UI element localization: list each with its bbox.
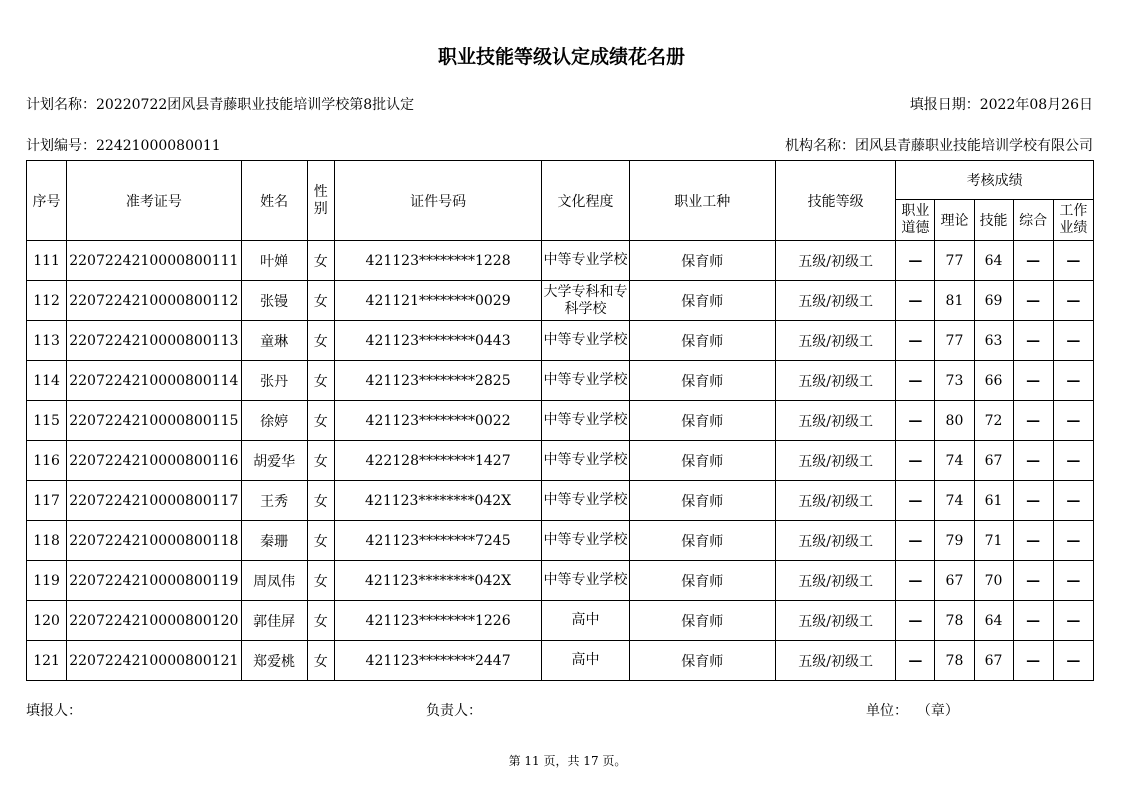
cell-ethics: —	[896, 601, 935, 641]
header-gender-text: 性别	[313, 183, 328, 217]
cell-ticket: 2207224210000800114	[67, 361, 241, 401]
cell-id: 421123********2447	[334, 641, 542, 681]
cell-level: 五级/初级工	[776, 601, 896, 641]
cell-comprehensive: —	[1013, 521, 1053, 561]
cell-performance: —	[1053, 441, 1093, 481]
cell-skill: 66	[974, 361, 1013, 401]
cell-edu-text: 中等专业学校	[543, 532, 628, 548]
table-row	[27, 521, 1094, 561]
cell-comprehensive: —	[1013, 481, 1053, 521]
report-date-line	[910, 94, 1093, 114]
cell-edu-text: 高中	[571, 652, 600, 668]
cell-ticket: 2207224210000800113	[67, 321, 241, 361]
cell-performance: —	[1053, 641, 1093, 681]
page-number: 第 11 页，共 17 页。	[508, 754, 627, 768]
plan-no-line	[26, 135, 221, 155]
cell-seq: 111	[27, 241, 67, 281]
plan-name-label: 计划名称：	[26, 97, 96, 113]
table-row	[27, 321, 1094, 361]
cell-seq: 121	[27, 641, 67, 681]
header-theory: 理论	[935, 200, 974, 241]
table-row	[27, 561, 1094, 601]
cell-ethics: —	[896, 241, 935, 281]
cell-comprehensive: —	[1013, 601, 1053, 641]
cell-job: 保育师	[629, 521, 775, 561]
cell-name: 郭佳屏	[241, 601, 307, 641]
table-row	[27, 241, 1094, 281]
cell-job: 保育师	[629, 401, 775, 441]
cell-skill: 72	[974, 401, 1013, 441]
cell-theory: 81	[935, 281, 974, 321]
header-gender	[307, 161, 334, 241]
table-row	[27, 441, 1094, 481]
header-performance	[1053, 200, 1093, 241]
cell-comprehensive: —	[1013, 281, 1053, 321]
cell-edu	[542, 641, 629, 681]
score-table	[26, 160, 1094, 681]
cell-name: 秦珊	[241, 521, 307, 561]
header-ethics	[896, 200, 935, 241]
cell-seq: 117	[27, 481, 67, 521]
header-skill: 技能	[974, 200, 1013, 241]
plan-name-value: 20220722团风县青藤职业技能培训学校第8批认定	[96, 97, 415, 113]
cell-ticket: 2207224210000800119	[67, 561, 241, 601]
cell-name: 张丹	[241, 361, 307, 401]
cell-name: 王秀	[241, 481, 307, 521]
footer-unit-seal: 单位： （章）	[866, 703, 959, 719]
cell-skill: 61	[974, 481, 1013, 521]
header-seq: 序号	[27, 161, 67, 241]
cell-edu-text: 中等专业学校	[543, 372, 628, 388]
plan-name-line	[26, 94, 414, 114]
cell-skill: 67	[974, 441, 1013, 481]
cell-performance: —	[1053, 481, 1093, 521]
cell-level: 五级/初级工	[776, 321, 896, 361]
cell-edu-text: 中等专业学校	[543, 252, 628, 268]
header-name: 姓名	[241, 161, 307, 241]
cell-name: 叶婵	[241, 241, 307, 281]
org-line	[785, 135, 1093, 155]
cell-ticket: 2207224210000800112	[67, 281, 241, 321]
cell-edu-text: 中等专业学校	[543, 452, 628, 468]
cell-ticket: 2207224210000800116	[67, 441, 241, 481]
cell-edu-text: 中等专业学校	[543, 332, 628, 348]
org-value: 团风县青藤职业技能培训学校有限公司	[855, 138, 1093, 154]
report-date-value: 2022年08月26日	[979, 97, 1093, 113]
cell-level: 五级/初级工	[776, 441, 896, 481]
cell-performance: —	[1053, 361, 1093, 401]
cell-ethics: —	[896, 521, 935, 561]
cell-id: 421123********042X	[334, 481, 542, 521]
org-label: 机构名称：	[785, 138, 855, 154]
cell-name: 胡爱华	[241, 441, 307, 481]
cell-edu	[542, 361, 629, 401]
cell-theory: 78	[935, 641, 974, 681]
cell-performance: —	[1053, 281, 1093, 321]
cell-theory: 79	[935, 521, 974, 561]
cell-ticket: 2207224210000800118	[67, 521, 241, 561]
cell-job: 保育师	[629, 441, 775, 481]
table-row	[27, 641, 1094, 681]
cell-level: 五级/初级工	[776, 641, 896, 681]
cell-edu-text: 中等专业学校	[543, 572, 628, 588]
cell-level: 五级/初级工	[776, 561, 896, 601]
cell-comprehensive: —	[1013, 641, 1053, 681]
cell-id: 421121********0029	[334, 281, 542, 321]
cell-theory: 73	[935, 361, 974, 401]
cell-edu	[542, 481, 629, 521]
cell-theory: 77	[935, 321, 974, 361]
cell-comprehensive: —	[1013, 401, 1053, 441]
cell-comprehensive: —	[1013, 441, 1053, 481]
header-level: 技能等级	[776, 161, 896, 241]
header-comprehensive: 综合	[1013, 200, 1053, 241]
cell-level: 五级/初级工	[776, 521, 896, 561]
cell-ethics: —	[896, 641, 935, 681]
cell-ethics: —	[896, 561, 935, 601]
cell-edu-text: 中等专业学校	[543, 492, 628, 508]
cell-gender: 女	[307, 441, 334, 481]
cell-job: 保育师	[629, 361, 775, 401]
cell-skill: 63	[974, 321, 1013, 361]
cell-id: 421123********042X	[334, 561, 542, 601]
cell-skill: 67	[974, 641, 1013, 681]
cell-seq: 120	[27, 601, 67, 641]
header-performance-text: 工作业绩	[1059, 203, 1088, 236]
cell-edu	[542, 321, 629, 361]
cell-seq: 119	[27, 561, 67, 601]
cell-job: 保育师	[629, 321, 775, 361]
table-row	[27, 281, 1094, 321]
cell-name: 徐婷	[241, 401, 307, 441]
report-date-label: 填报日期：	[909, 97, 980, 113]
cell-edu	[542, 281, 629, 321]
cell-ethics: —	[896, 401, 935, 441]
cell-seq: 113	[27, 321, 67, 361]
cell-edu	[542, 561, 629, 601]
cell-job: 保育师	[629, 601, 775, 641]
cell-ethics: —	[896, 361, 935, 401]
cell-level: 五级/初级工	[776, 281, 896, 321]
plan-no-label: 计划编号：	[26, 138, 96, 154]
cell-theory: 74	[935, 481, 974, 521]
table-row	[27, 361, 1094, 401]
header-id: 证件号码	[334, 161, 542, 241]
cell-comprehensive: —	[1013, 561, 1053, 601]
table-row	[27, 601, 1094, 641]
cell-gender: 女	[307, 241, 334, 281]
cell-edu	[542, 241, 629, 281]
cell-skill: 69	[974, 281, 1013, 321]
cell-name: 郑爱桃	[241, 641, 307, 681]
cell-job: 保育师	[629, 241, 775, 281]
cell-gender: 女	[307, 561, 334, 601]
cell-ticket: 2207224210000800115	[67, 401, 241, 441]
cell-gender: 女	[307, 361, 334, 401]
cell-id: 421123********0022	[334, 401, 542, 441]
cell-name: 童琳	[241, 321, 307, 361]
cell-ticket: 2207224210000800121	[67, 641, 241, 681]
cell-job: 保育师	[629, 561, 775, 601]
cell-theory: 78	[935, 601, 974, 641]
cell-job: 保育师	[629, 481, 775, 521]
cell-gender: 女	[307, 281, 334, 321]
cell-gender: 女	[307, 481, 334, 521]
header-scores: 考核成绩	[896, 161, 1094, 200]
cell-theory: 67	[935, 561, 974, 601]
cell-gender: 女	[307, 601, 334, 641]
cell-level: 五级/初级工	[776, 241, 896, 281]
cell-seq: 115	[27, 401, 67, 441]
cell-performance: —	[1053, 521, 1093, 561]
cell-gender: 女	[307, 401, 334, 441]
cell-id: 422128********1427	[334, 441, 542, 481]
cell-seq: 112	[27, 281, 67, 321]
cell-skill: 70	[974, 561, 1013, 601]
header-ethics-text: 职业道德	[901, 203, 930, 236]
cell-id: 421123********0443	[334, 321, 542, 361]
cell-comprehensive: —	[1013, 361, 1053, 401]
cell-job: 保育师	[629, 641, 775, 681]
cell-ticket: 2207224210000800111	[67, 241, 241, 281]
cell-id: 421123********7245	[334, 521, 542, 561]
cell-performance: —	[1053, 321, 1093, 361]
footer-reporter: 填报人：	[26, 703, 82, 719]
cell-id: 421123********1228	[334, 241, 542, 281]
cell-comprehensive: —	[1013, 321, 1053, 361]
cell-ethics: —	[896, 441, 935, 481]
cell-level: 五级/初级工	[776, 481, 896, 521]
table-row	[27, 481, 1094, 521]
plan-no-value: 22421000080011	[96, 138, 221, 154]
header-edu: 文化程度	[542, 161, 629, 241]
cell-edu	[542, 601, 629, 641]
cell-name: 张镘	[241, 281, 307, 321]
cell-seq: 118	[27, 521, 67, 561]
cell-comprehensive: —	[1013, 241, 1053, 281]
page-title: 职业技能等级认定成绩花名册	[437, 46, 685, 68]
cell-edu-text: 大学专科和专科学校	[543, 283, 628, 317]
cell-ethics: —	[896, 321, 935, 361]
cell-skill: 64	[974, 241, 1013, 281]
cell-ticket: 2207224210000800117	[67, 481, 241, 521]
cell-seq: 116	[27, 441, 67, 481]
cell-theory: 80	[935, 401, 974, 441]
cell-performance: —	[1053, 401, 1093, 441]
cell-ticket: 2207224210000800120	[67, 601, 241, 641]
cell-id: 421123********1226	[334, 601, 542, 641]
cell-edu	[542, 441, 629, 481]
cell-theory: 74	[935, 441, 974, 481]
cell-gender: 女	[307, 641, 334, 681]
cell-skill: 64	[974, 601, 1013, 641]
cell-gender: 女	[307, 521, 334, 561]
cell-edu	[542, 401, 629, 441]
cell-id: 421123********2825	[334, 361, 542, 401]
cell-performance: —	[1053, 601, 1093, 641]
cell-performance: —	[1053, 561, 1093, 601]
cell-name: 周凤伟	[241, 561, 307, 601]
cell-skill: 71	[974, 521, 1013, 561]
footer-responsible: 负责人：	[426, 703, 482, 719]
header-ticket: 准考证号	[67, 161, 241, 241]
table-row	[27, 401, 1094, 441]
cell-gender: 女	[307, 321, 334, 361]
cell-level: 五级/初级工	[776, 401, 896, 441]
cell-seq: 114	[27, 361, 67, 401]
cell-ethics: —	[896, 481, 935, 521]
cell-ethics: —	[896, 281, 935, 321]
cell-job: 保育师	[629, 281, 775, 321]
cell-level: 五级/初级工	[776, 361, 896, 401]
cell-edu	[542, 521, 629, 561]
header-job: 职业工种	[629, 161, 775, 241]
cell-edu-text: 中等专业学校	[543, 412, 628, 428]
cell-performance: —	[1053, 241, 1093, 281]
cell-theory: 77	[935, 241, 974, 281]
cell-edu-text: 高中	[571, 612, 600, 628]
